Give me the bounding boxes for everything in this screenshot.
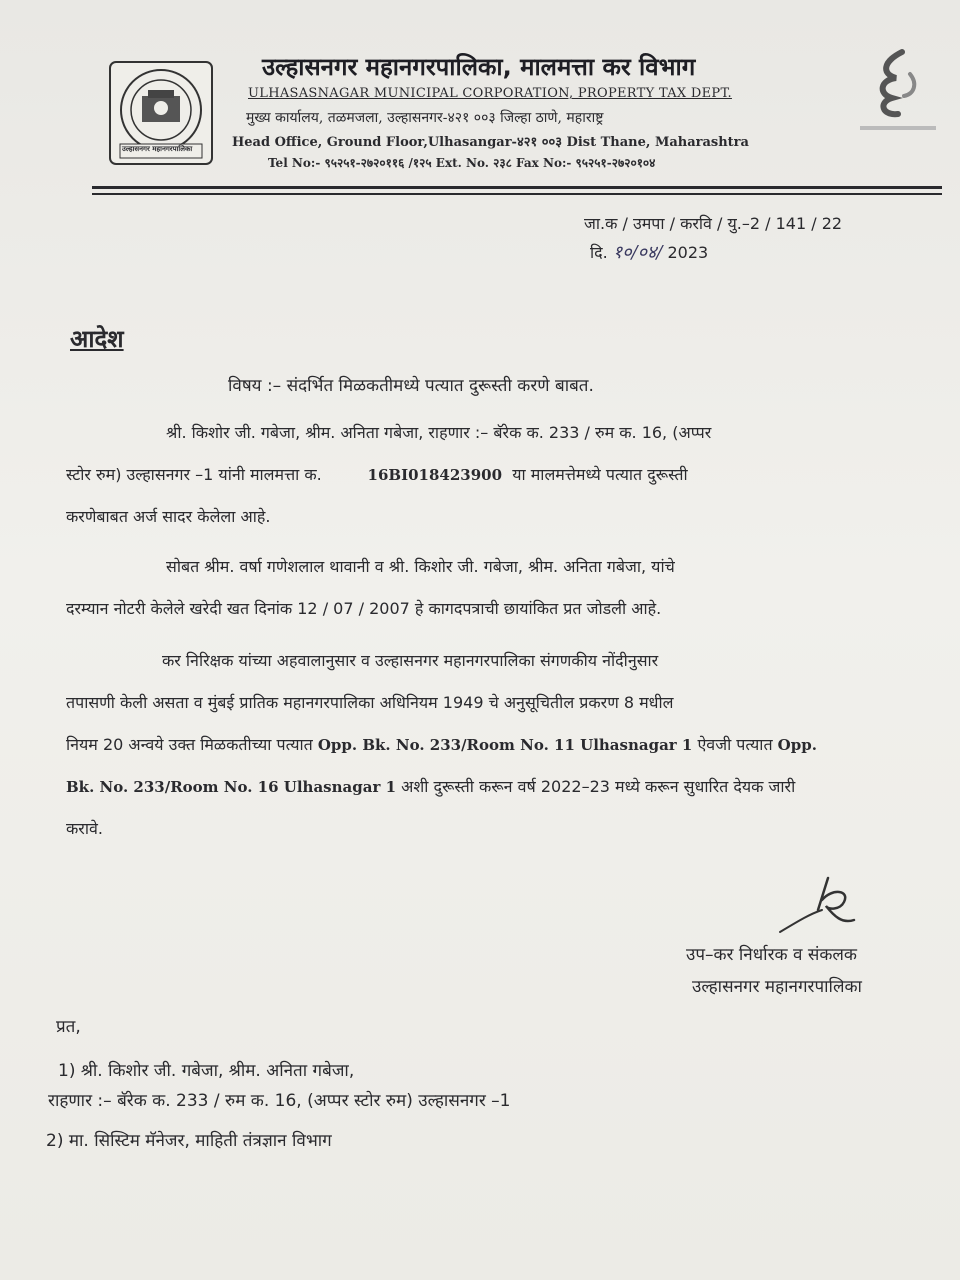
para3-line: नियम 20 अन्वये उक्त मिळकतीच्या पत्यात Opp. Bk. No. 233/Room No. 11 Ulhasnagar 1 ऐवजी पत्यात Opp. <box>66 735 817 754</box>
para3-line: Bk. No. 233/Room No. 16 Ulhasnagar 1 अशी दुरूस्ती करून वर्ष 2022–23 मध्ये करून सुधारित देयक जारी <box>66 777 796 796</box>
copy-recipient-1-address: राहणार :– बॅरेक क. 233 / रुम क. 16, (अप्पर स्टोर रुम) उल्हासनगर –1 <box>48 1091 511 1111</box>
date-handwritten: १०/०४/ <box>612 242 663 263</box>
para3-line: तपासणी केली असता व मुंबई प्रातिक महानगरपालिका अधिनियम 1949 चे अनुसूचितील प्रकरण 8 मधील <box>66 693 674 712</box>
para1-line: करणेबाबत अर्ज सादर केलेला आहे. <box>66 507 271 526</box>
order-subject: विषय :– संदर्भित मिळकतीमध्ये पत्यात दुरूस्ती करणे बाबत. <box>228 376 594 396</box>
letterhead-title-english: ULHASASNAGAR MUNICIPAL CORPORATION, PROPERTY TAX DEPT. <box>248 86 732 101</box>
paragraph-attachment <box>66 546 914 630</box>
paragraph-correction <box>66 640 936 850</box>
paragraph-application <box>66 412 914 538</box>
para1-line: श्री. किशोर जी. गबेजा, श्रीम. अनिता गबेजा, राहणार :– बॅरेक क. 233 / रुम क. 16, (अप्पर <box>166 423 712 442</box>
letterhead-contact: Tel No:- ९५२५१-२७२०११६ /१२५ Ext. No. २३८ Fax No:- ९५२५१-२७२०१०४ <box>268 156 656 170</box>
para2-line: दरम्यान नोटरी केलेले खरेदी खत दिनांक 12 / 07 / 2007 हे कागदपत्राची छायांकित प्रत जोडली आहे. <box>66 599 662 618</box>
header-divider-top <box>92 186 942 189</box>
reference-number: जा.क / उमपा / करवि / यु.–2 / 141 / 22 <box>584 214 843 233</box>
old-address: Opp. Bk. No. 233/Room No. 11 Ulhasnagar 1 <box>317 736 693 754</box>
para3-line: कर निरिक्षक यांच्या अहवालानुसार व उल्हासनगर महानगरपालिका संगणकीय नोंदीनुसार <box>162 651 659 670</box>
para3-line: करावे. <box>66 819 103 838</box>
para2-line: सोबत श्रीम. वर्षा गणेशलाल थावानी व श्री. किशोर जी. गबेजा, श्रीम. अनिता गबेजा, यांचे <box>166 557 675 576</box>
copy-recipient-1: 1) श्री. किशोर जी. गबेजा, श्रीम. अनिता गबेजा, <box>58 1061 355 1081</box>
letterhead-address-english: Head Office, Ground Floor,Ulhasangar-४२१ ००३ Dist Thane, Maharashtra <box>232 135 749 150</box>
handwritten-signature <box>770 870 870 940</box>
date-prefix: दि. <box>590 243 608 262</box>
new-address: Bk. No. 233/Room No. 16 Ulhasnagar 1 <box>66 778 397 796</box>
emblem-logo <box>852 44 944 140</box>
property-number: 16BI018423900 <box>367 466 503 484</box>
letterhead-address-marathi: मुख्य कार्यालय, तळमजला, उल्हासनगर-४२१ ००३ जिल्हा ठाणे, महाराष्ट्र <box>246 110 604 126</box>
order-heading: आदेश <box>70 325 124 353</box>
order-date <box>590 240 708 264</box>
para1-line: स्टोर रुम) उल्हासनगर –1 यांनी मालमत्ता क. 16BI018423900 या मालमत्तेमध्ये पत्यात दुरूस्ती <box>66 465 688 484</box>
signatory-designation: उप–कर निर्धारक व संकलक <box>686 945 857 965</box>
seal-caption: उल्हासनगर महानगरपालिका <box>122 145 193 153</box>
header-divider-bottom <box>92 193 942 195</box>
copy-to-label: प्रत, <box>56 1017 81 1037</box>
copy-recipient-2: 2) मा. सिस्टिम मॅनेजर, माहिती तंत्रज्ञान विभाग <box>46 1131 332 1151</box>
letterhead-title: उल्हासनगर महानगरपालिका, मालमत्ता कर विभाग <box>262 53 696 81</box>
signatory-organization: उल्हासनगर महानगरपालिका <box>692 977 862 997</box>
date-year: 2023 <box>667 243 709 262</box>
